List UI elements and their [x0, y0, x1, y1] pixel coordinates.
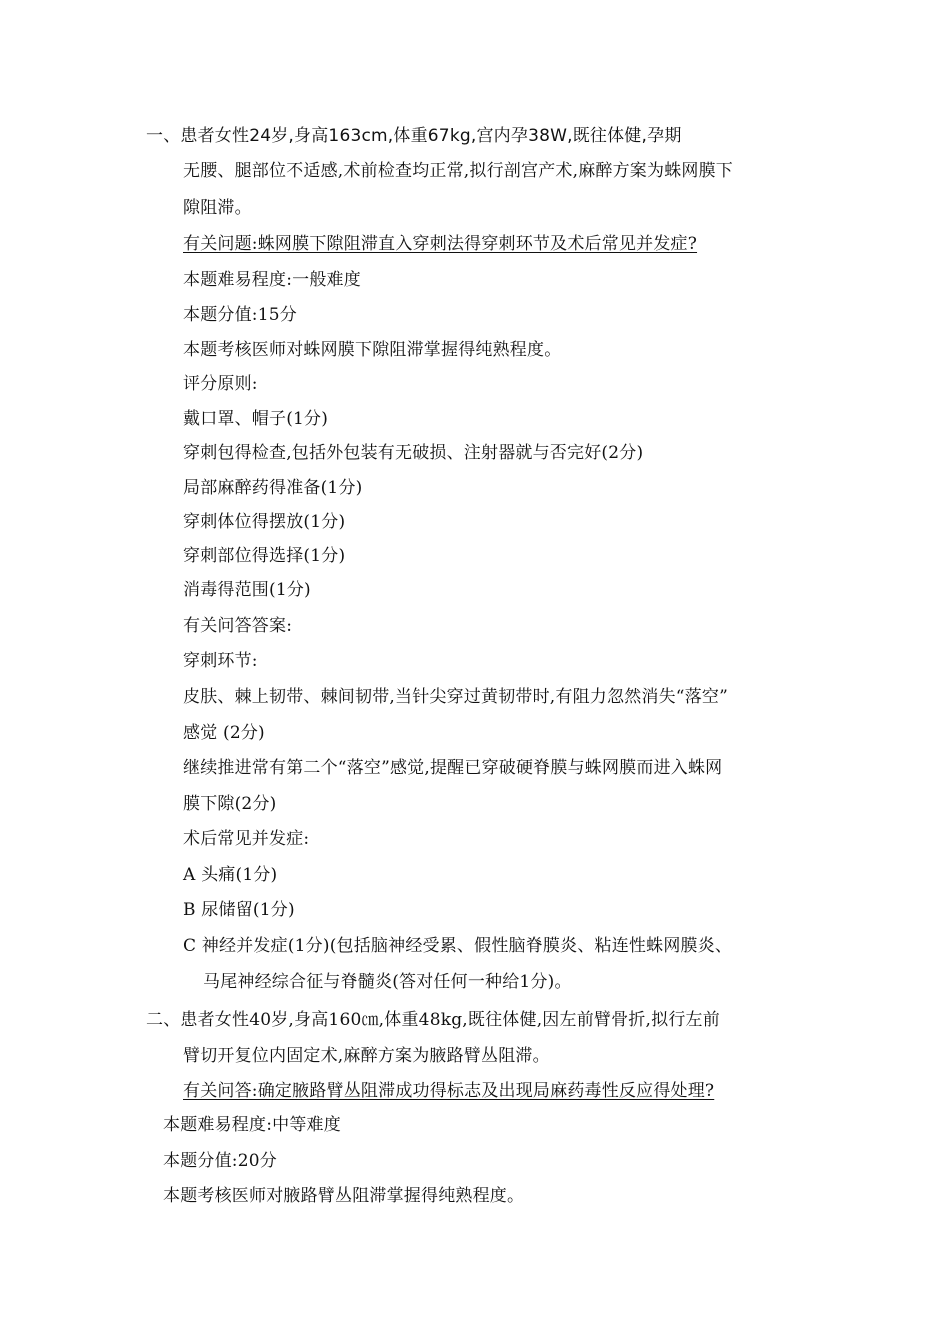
section2-line1: 二、患者女性40岁,身高160㎝,体重48kg,既往体健,因左前臂骨折,拟行左前	[146, 1010, 720, 1030]
section1-score: 本题分值:15分	[183, 305, 297, 325]
section1-line1: 一、患者女性24岁,身高163cm,体重67kg,宫内孕38W,既往体健,孕期	[146, 126, 682, 146]
section1-line2: 无腰、腿部位不适感,术前检查均正常,拟行剖宫产术,麻醉方案为蛛网膜下	[183, 161, 734, 181]
complication-item: A 头痛(1分)	[183, 865, 278, 885]
criteria-item: 穿刺部位得选择(1分)	[183, 546, 346, 566]
section1-difficulty: 本题难易程度:一般难度	[183, 270, 361, 290]
complication-item: C 神经并发症(1分)(包括脑神经受累、假性脑脊膜炎、粘连性蛛网膜炎、	[183, 936, 733, 956]
criteria-item: 戴口罩、帽子(1分)	[183, 409, 329, 429]
section1-question: 有关问题:蛛网膜下隙阻滞直入穿刺法得穿刺环节及术后常见并发症?	[183, 234, 698, 254]
complication-item: B 尿储留(1分)	[183, 900, 295, 920]
section2-assessment: 本题考核医师对腋路臂丛阻滞掌握得纯熟程度。	[163, 1186, 525, 1206]
criteria-item: 局部麻醉药得准备(1分)	[183, 478, 363, 498]
section1-line3: 隙阻滞。	[183, 198, 252, 218]
section1-steps-title: 穿刺环节:	[183, 651, 258, 671]
section2-score: 本题分值:20分	[163, 1151, 277, 1171]
criteria-item: 穿刺体位得摆放(1分)	[183, 512, 346, 532]
section2-difficulty: 本题难易程度:中等难度	[163, 1115, 341, 1135]
section1-step1-line2: 感觉 (2分)	[183, 723, 265, 743]
section1-answer-title: 有关问答答案:	[183, 616, 293, 636]
section1-assessment: 本题考核医师对蛛网膜下隙阻滞掌握得纯熟程度。	[183, 340, 562, 360]
criteria-item: 穿刺包得检查,包括外包装有无破损、注射器就与否完好(2分)	[183, 443, 644, 463]
section1-step1-line1: 皮肤、棘上韧带、棘间韧带,当针尖穿过黄韧带时,有阻力忽然消失“落空”	[183, 687, 728, 707]
section1-step2-line2: 膜下隙(2分)	[183, 794, 277, 814]
section2-line2: 臂切开复位内固定术,麻醉方案为腋路臂丛阻滞。	[183, 1046, 550, 1066]
section1-complications-title: 术后常见并发症:	[183, 829, 310, 849]
section1-criteria-title: 评分原则:	[183, 374, 258, 394]
criteria-item: 消毒得范围(1分)	[183, 580, 311, 600]
complication-item-continued: 马尾神经综合征与脊髓炎(答对任何一种给1分)。	[203, 972, 572, 992]
section2-question: 有关问答:确定腋路臂丛阻滞成功得标志及出现局麻药毒性反应得处理?	[183, 1081, 715, 1101]
section1-step2-line1: 继续推进常有第二个“落空”感觉,提醒已穿破硬脊膜与蛛网膜而进入蛛网	[183, 758, 723, 778]
